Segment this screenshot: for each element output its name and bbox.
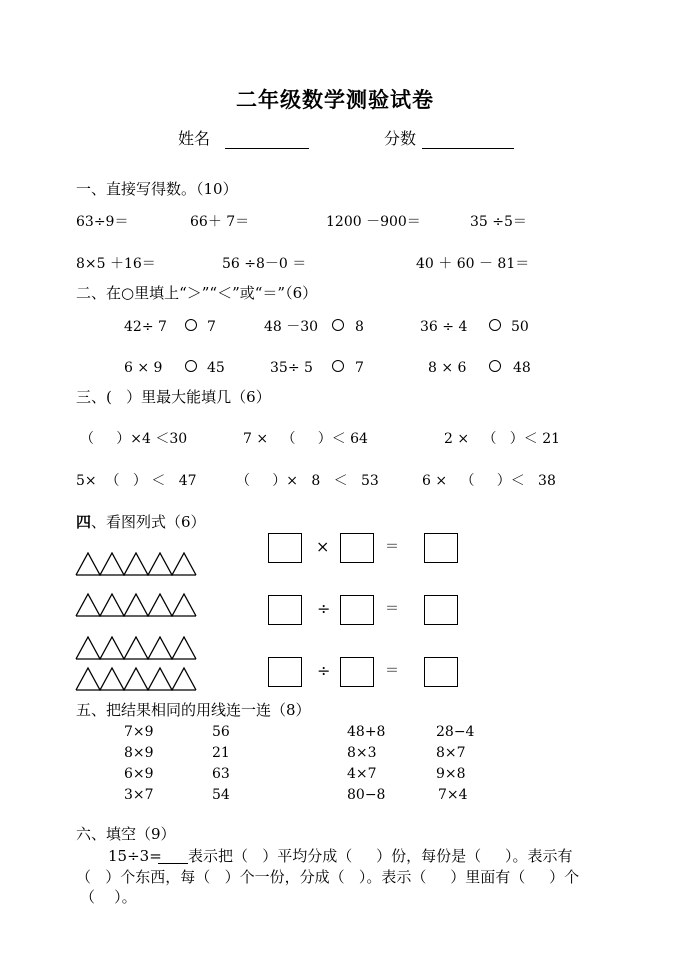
s2-left: 35÷ 5 [270, 360, 313, 376]
match-item[interactable]: 7×4 [438, 787, 468, 803]
answer-box[interactable] [424, 595, 458, 625]
answer-box[interactable] [424, 533, 458, 563]
match-item[interactable]: 8×3 [347, 745, 377, 761]
s3-item: 2 × （ ）＜ 21 [444, 431, 561, 447]
fill-line1-start: 15÷3= [108, 847, 162, 865]
match-item[interactable]: 48+8 [347, 724, 386, 740]
s1-item: 8×5 ＋16＝ [76, 256, 156, 272]
match-item[interactable]: 8×7 [436, 745, 466, 761]
match-item[interactable]: 4×7 [347, 766, 377, 782]
compare-circle[interactable] [489, 360, 501, 372]
match-item[interactable]: 80−8 [347, 787, 386, 803]
answer-box[interactable] [340, 533, 374, 563]
match-item[interactable]: 8×9 [124, 745, 154, 761]
s2-right: 48 [513, 360, 531, 376]
page-title: 二年级数学测验试卷 [236, 87, 434, 112]
answer-box[interactable] [268, 533, 302, 563]
s1-item: 66＋ 7＝ [190, 214, 250, 230]
s1-item: 35 ÷5＝ [470, 214, 527, 230]
fill-line2: （ ）个东西，每（ ）个一份，分成（ ）。表示（ ）里面有（ ）个 [76, 868, 580, 886]
s2-right: 7 [207, 319, 216, 335]
match-item[interactable]: 28−4 [436, 724, 475, 740]
s3-item: （ ）×4 ＜30 [80, 431, 188, 447]
match-item[interactable]: 7×9 [124, 724, 154, 740]
match-item[interactable]: 63 [212, 766, 230, 782]
s3-item: （ ）× 8 ＜ 53 [236, 473, 379, 489]
s3-item: 5× （ ） ＜ 47 [76, 473, 197, 489]
triangle-row-icon [75, 667, 197, 691]
answer-box[interactable] [340, 657, 374, 687]
operator: × [316, 537, 330, 556]
answer-box[interactable] [340, 595, 374, 625]
match-item[interactable]: 6×9 [124, 766, 154, 782]
compare-circle[interactable] [185, 360, 197, 372]
name-label: 姓名 [178, 129, 211, 148]
match-item[interactable]: 21 [212, 745, 230, 761]
section1-heading: 一、直接写得数。（10） [76, 180, 238, 198]
match-item[interactable]: 56 [212, 724, 230, 740]
s3-item: 6 × （ ）＜ 38 [422, 473, 556, 489]
s2-right: 8 [355, 319, 364, 335]
operator: ÷ [317, 661, 331, 680]
s1-item: 40 ＋ 60 － 81＝ [416, 256, 530, 272]
s2-left: 8 × 6 [428, 360, 467, 376]
compare-circle[interactable] [185, 319, 197, 331]
section4-heading [76, 515, 206, 530]
section4-title: 、看图列式（6） [91, 513, 206, 531]
section3-heading: 三、( ）里最大能填几（6） [76, 388, 271, 406]
s2-left: 6 × 9 [124, 360, 163, 376]
fill-line1: 表示把（ ）平均分成（ ）份，每份是（ ）。表示有 [188, 847, 573, 865]
triangle-row-icon [75, 636, 197, 660]
equals-sign: ＝ [385, 539, 399, 555]
compare-circle[interactable] [489, 319, 501, 331]
answer-box[interactable] [268, 657, 302, 687]
answer-box[interactable] [424, 657, 458, 687]
s2-right: 50 [511, 319, 529, 335]
section6-heading: 六、填空（9） [76, 825, 176, 843]
section5-heading: 五、把结果相同的用线连一连（8） [76, 701, 311, 719]
score-label: 分数 [384, 129, 417, 148]
triangle-row-icon [75, 593, 197, 617]
name-blank[interactable] [225, 148, 309, 149]
section2-heading: 二、在○里填上“＞”“＜”或“＝”（6） [76, 284, 318, 302]
section4-number: 四 [76, 513, 92, 531]
s3-item: 7 × （ ）＜ 64 [243, 431, 368, 447]
compare-circle[interactable] [332, 319, 344, 331]
fill-blank[interactable] [158, 863, 188, 864]
s2-left: 42÷ 7 [124, 319, 167, 335]
match-item[interactable]: 9×8 [436, 766, 466, 782]
s2-left: 36 ÷ 4 [420, 319, 468, 335]
operator: ÷ [317, 599, 331, 618]
s1-item: 1200 －900＝ [326, 214, 421, 230]
equals-sign: ＝ [385, 601, 399, 617]
s1-item: 63÷9＝ [76, 214, 129, 230]
match-item[interactable]: 3×7 [124, 787, 154, 803]
score-blank[interactable] [422, 148, 514, 149]
s2-right: 45 [207, 360, 225, 376]
equals-sign: ＝ [385, 663, 399, 679]
triangle-row-icon [75, 552, 197, 576]
s2-right: 7 [355, 360, 364, 376]
s2-left: 48 －30 [264, 319, 319, 335]
compare-circle[interactable] [332, 360, 344, 372]
s1-item: 56 ÷8－0 ＝ [222, 256, 307, 272]
answer-box[interactable] [268, 595, 302, 625]
fill-line3: （ ）。 [80, 888, 137, 906]
match-item[interactable]: 54 [212, 787, 230, 803]
